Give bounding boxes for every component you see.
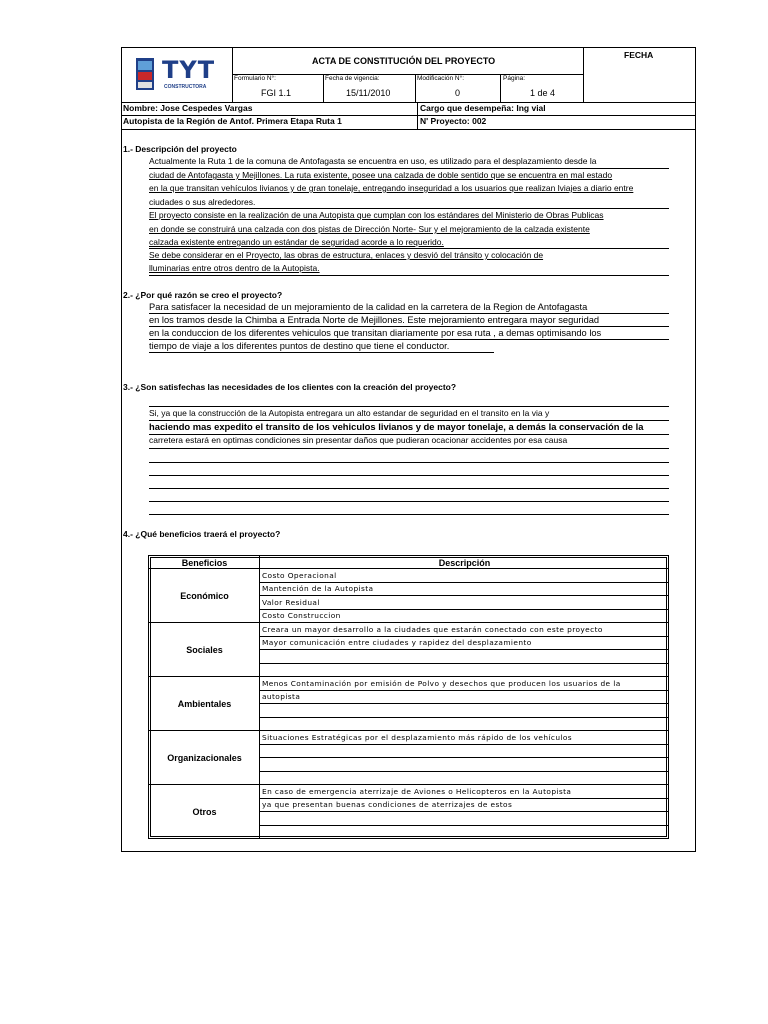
rule-line [149,208,669,209]
benefit-item: Costo Operacional [262,571,337,580]
rule-line [149,434,669,435]
rule-line [149,248,669,249]
section3-line: haciendo mas expedito el transito de los vehiculos livianos y de mayor tonelaje, a demás la conservación de la [149,421,644,432]
vigencia-label: Fecha de vigencia: [325,75,380,82]
section1-body [149,155,669,280]
proyecto-nombre-field: Autopista de la Región de Antof. Primera Etapa Ruta 1 [123,116,342,126]
formulario-label: Formulario N°: [234,75,276,82]
benefit-item: Mantención de la Autopista [262,584,374,593]
section2-line: en los tramos desde la Chimba a Entrada Norte de Mejillones. Este mejoramiento entregara mayor seguridad [149,315,600,325]
section2-line: en la conduccion de los diferentes vehiculos que transitan diariamente por esa ruta , a demas optimisando los [149,328,602,338]
header-divider [232,74,583,75]
company-logo [134,56,226,92]
section2-line: tiempo de viaje a los diferentes puntos de destino que tiene el conductor. [149,341,450,351]
header-divider [323,74,324,102]
rule-line [149,462,669,463]
benefit-item: Menos Contaminación por emisión de Polvo y desechos que producen los usuarios de la [262,679,621,688]
header-divider [121,129,696,130]
benefit-item: Creara un mayor desarrollo a la ciudades que estarán conectado con este proyecto [262,625,603,634]
table-divider [259,555,260,839]
rule-line [149,420,669,421]
section1-line: en donde se construirá una calzada con dos pistas de Dirección Norte- Sur y el mejoramiento de la calzada existente [149,224,590,234]
col-header-descripcion: Descripción [438,558,491,568]
header-divider [500,74,501,102]
section1-line: Se debe considerar en el Proyecto, las obras de estructura, enlaces y desvió del tránsito y colocación de [149,250,544,260]
rule-line [149,339,669,340]
benefit-item: autopista [262,692,301,701]
section1-line: ciudad de Antofagasta y Mejillones. La ruta existente, posee una calzada de doble sentido que se encuentra en mal estado [149,170,613,180]
header-divider [583,47,584,102]
section1-line: Actualmente la Ruta 1 de la comuna de Antofagasta se encuentra en uso, es utilizado para el desplazamiento desde la [149,156,597,166]
group-name: Organizacionales [167,753,242,763]
logo-text: TYT [162,56,216,84]
pagina-label: Página: [503,75,526,82]
benefit-descriptions [261,569,667,837]
fecha-label: FECHA [624,50,654,60]
group-name: Económico [180,591,229,601]
proyecto-numero-field: N' Proyecto: 002 [420,116,487,126]
vigencia-value: 15/11/2010 [346,88,391,98]
modificacion-label: Modificación N°: [417,75,465,82]
rule-line [149,275,669,276]
section1-line: lluminarias entre otros dentro de la Autopista. [149,263,320,273]
nombre-field: Nombre: Jose Cespedes Vargas [123,103,253,113]
section2-body [149,301,669,353]
group-name: Otros [192,807,217,817]
col-header-beneficios: Beneficios [181,558,228,568]
logo-subtext: CONSTRUCTORA [164,84,207,90]
benefit-item: Costo Construccion [262,611,341,620]
rule-line [149,514,669,515]
formulario-value: FGI 1.1 [261,88,292,98]
section3-body [149,407,669,449]
benefit-item: Mayor comunicación entre ciudades y rapidez del desplazamiento [262,638,532,647]
section4-heading: 4.- ¿Qué beneficios traerá el proyecto? [123,529,281,539]
section3-line: carretera estará en optimas condiciones sin presentar daños que pudieran ocacionar accidentes por esa causa [149,435,568,445]
rule-line [149,475,669,476]
section2-heading: 2.- ¿Por qué razón se creo el proyecto? [123,290,283,300]
cargo-field: Cargo que desempeña: Ing vial [420,103,546,113]
rule-line [149,488,669,489]
section1-line: ciudades o sus alrededores. [149,197,256,207]
rule-line [149,352,494,353]
header-divider [415,74,416,102]
benefit-item: Situaciones Estratégicas por el desplazamiento más rápido de los vehículos [262,733,573,742]
rule-line [149,501,669,502]
group-name: Sociales [186,645,223,655]
rule-line [149,326,669,327]
modificacion-value: 0 [455,88,461,98]
rule-line [149,448,669,449]
pagina-value: 1 de 4 [530,88,556,98]
benefit-item: ya que presentan buenas condiciones de aterrizajes de estos [262,800,513,809]
section3-line: Si, ya que la construcción de la Autopista entregara un alto estandar de seguridad en el transito en la via y [149,408,550,418]
header-divider [417,102,418,129]
rule-line [149,168,669,169]
document-title: ACTA DE CONSTITUCIÓN DEL PROYECTO [312,56,496,66]
section3-heading: 3.- ¿Son satisfechas las necesidades de los clientes con la creación del proyecto? [123,382,457,392]
section2-line: Para satisfacer la necesidad de un mejoramiento de la calidad en la carretera de la Region de Antofagasta [149,302,588,312]
benefit-item: Valor Residual [262,598,320,607]
section1-line: calzada existente entregando un estándar de seguridad acorde a lo requerido. [149,237,444,247]
section1-heading: 1.- Descripción del proyecto [123,144,237,154]
section1-line: en la que transitan vehículos livianos y de gran tonelaje, entregando inseguridad a los usuarios que realizan lviajes a diario entre [149,183,634,193]
section1-line: El proyecto consiste en la realización de una Autopista que cumplan con los estándares del Ministerio de Obras Publicas [149,210,604,220]
group-name: Ambientales [177,699,232,709]
benefit-item: En caso de emergencia aterrizaje de Aviones o Helicopteros en la Autopista [262,787,572,796]
rule-line [149,313,669,314]
